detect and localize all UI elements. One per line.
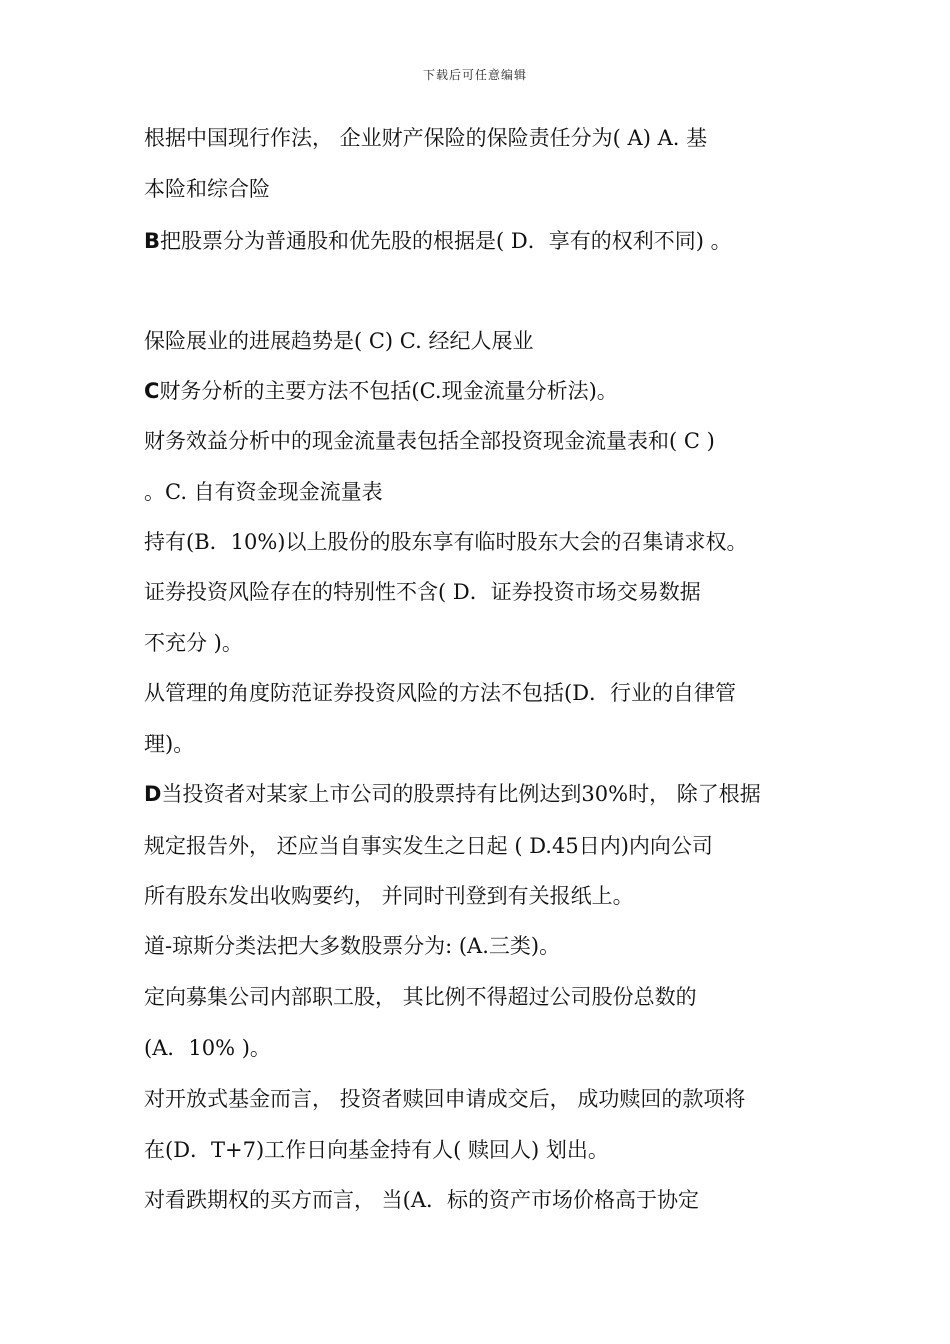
text-line: 不充分 )。	[144, 631, 243, 655]
text-line: 对开放式基金而言， 投资者赎回申请成交后， 成功赎回的款项将	[144, 1087, 746, 1111]
text-line-with-letter	[144, 228, 732, 254]
text-line: 理)。	[144, 732, 195, 756]
text-line: 所有股东发出收购要约， 并同时刊登到有关报纸上。	[144, 884, 634, 908]
text-line: 根据中国现行作法， 企业财产保险的保险责任分为( A) A. 基	[144, 126, 708, 150]
text-line: 证券投资风险存在的特别性不含( D．证券投资市场交易数据	[144, 580, 701, 604]
section-letter: B	[144, 229, 161, 253]
text-line: (A．10% )。	[144, 1036, 271, 1060]
text-line-body: 财务分析的主要方法不包括(C.现金流量分析法)。	[159, 379, 618, 403]
text-line: 持有(B．10%)以上股份的股东享有临时股东大会的召集请求权。	[144, 530, 748, 554]
text-line: 对看跌期权的买方而言， 当(A．标的资产市场价格高于协定	[144, 1188, 700, 1212]
section-letter: C	[144, 379, 160, 403]
text-line-with-letter	[144, 378, 618, 404]
text-line-with-letter	[144, 781, 761, 807]
text-line-body: 把股票分为普通股和优先股的根据是( D．享有的权利不同) 。	[160, 229, 732, 253]
text-line: 。C. 自有资金现金流量表	[144, 480, 383, 504]
text-line: 保险展业的进展趋势是( C) C. 经纪人展业	[144, 329, 534, 353]
text-line-body: 当投资者对某家上市公司的股票持有比例达到30%时， 除了根据	[161, 782, 761, 806]
text-line: 财务效益分析中的现金流量表包括全部投资现金流量表和( C )	[144, 429, 715, 453]
text-line: 在(D．T+7)工作日向基金持有人( 赎回人) 划出。	[144, 1138, 609, 1162]
text-line: 从管理的角度防范证券投资风险的方法不包括(D．行业的自律管	[144, 681, 737, 705]
text-line: 道-琼斯分类法把大多数股票分为: (A.三类)。	[144, 934, 561, 958]
section-letter: D	[144, 782, 162, 806]
page-header: 下载后可任意编辑	[422, 68, 527, 82]
text-line: 规定报告外， 还应当自事实发生之日起 ( D.45日内)内向公司	[144, 834, 713, 858]
text-line: 本险和综合险	[144, 177, 270, 201]
text-line: 定向募集公司内部职工股， 其比例不得超过公司股份总数的	[144, 985, 697, 1009]
